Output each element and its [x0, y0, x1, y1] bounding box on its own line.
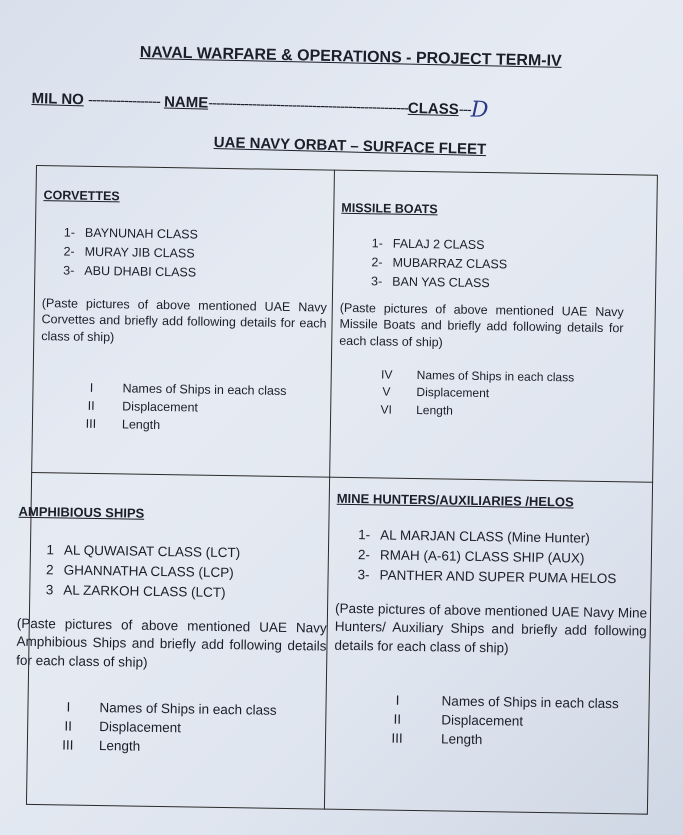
orbat-table — [16, 165, 658, 815]
detail-text: Displacement — [122, 399, 199, 415]
detail-numeral: III — [85, 416, 97, 431]
list-item-number: 2 — [46, 561, 54, 578]
amphibious-heading: AMPHIBIOUS SHIPS — [18, 503, 145, 521]
detail-numeral: VI — [380, 401, 392, 417]
detail-numeral: IV — [380, 367, 393, 382]
missile-boats-instruction: (Paste pictures of above mentioned UAE Navy Missile Boats and briefly add following details for each class of ship) — [339, 300, 624, 350]
list-item — [53, 243, 328, 264]
list-item-text: AL MARJAN CLASS (Mine Hunter) — [380, 527, 590, 546]
amphibious-details — [37, 698, 326, 759]
list-item-text: BAYNUNAH CLASS — [84, 225, 199, 242]
list-item-text: RMAH (A-61) CLASS SHIP (AUX) — [379, 547, 585, 566]
list-item-text: MUBARRAZ CLASS — [392, 255, 508, 272]
corvettes-list — [52, 224, 328, 283]
list-item-text: AL ZARKOH CLASS (LCT) — [63, 582, 226, 601]
list-item-number: 2- — [357, 546, 371, 563]
detail-text: Length — [440, 731, 483, 748]
class-field[interactable]: --- — [458, 101, 471, 119]
detail-numeral: III — [391, 730, 403, 747]
list-item — [360, 273, 624, 294]
missile-boats-cell — [338, 200, 625, 422]
detail-text: Displacement — [416, 385, 490, 401]
list-item — [361, 235, 625, 256]
list-item-text: FALAJ 2 CLASS — [392, 236, 485, 252]
mine-hunters-instruction: (Paste pictures of above mentioned UAE Navy Mine Hunters/ Auxiliary Ships and briefly add following details for each class of ship) — [334, 600, 648, 656]
detail-numeral: I — [66, 699, 71, 715]
mil-no-label: MIL NO — [31, 89, 85, 109]
detail-item — [37, 736, 325, 759]
list-item — [348, 525, 648, 548]
detail-text: Names of Ships in each class — [99, 699, 277, 718]
detail-item — [356, 401, 622, 421]
list-item-number: 3- — [370, 273, 383, 289]
detail-text: Length — [98, 738, 141, 755]
list-item — [53, 224, 328, 245]
detail-numeral: III — [62, 737, 74, 753]
detail-text: Displacement — [441, 712, 524, 729]
mil-no-field[interactable]: ------------------ — [87, 91, 161, 111]
detail-text: Names of Ships in each class — [441, 693, 619, 712]
list-item-number: 3 — [45, 582, 54, 598]
list-item-text: PANTHER AND SUPER PUMA HELOS — [379, 567, 617, 587]
detail-numeral: II — [393, 711, 402, 727]
detail-text: Names of Ships in each class — [122, 381, 287, 399]
list-item — [360, 254, 624, 275]
detail-numeral: II — [87, 398, 95, 413]
list-item-number: 1- — [358, 526, 371, 542]
detail-text: Length — [121, 417, 161, 432]
mine-hunters-details — [353, 691, 646, 752]
detail-item — [60, 415, 325, 436]
name-label: NAME — [163, 93, 209, 112]
detail-item — [353, 729, 645, 752]
list-item-text: BAN YAS CLASS — [392, 274, 490, 290]
list-item-number: 1 — [46, 541, 55, 557]
list-item — [32, 541, 328, 564]
corvettes-instruction: (Paste pictures of above mentioned UAE Navy Corvettes and briefly add following details for each class of ship) — [41, 295, 327, 345]
list-item — [52, 262, 327, 283]
name-field[interactable]: -------------------------------------------------- — [208, 94, 409, 117]
student-info-row — [31, 84, 651, 125]
detail-numeral: V — [382, 384, 391, 399]
list-item-number: 1- — [371, 236, 383, 251]
list-item — [347, 566, 647, 589]
list-item-number: 1- — [63, 225, 76, 240]
detail-text: Names of Ships in each class — [416, 368, 575, 385]
amphibious-instruction: (Paste pictures of above mentioned UAE Navy Amphibious Ships and briefly add following details for each class of ship) — [16, 615, 327, 670]
corvettes-heading: CORVETTES — [43, 188, 120, 204]
list-item — [348, 546, 648, 569]
corvettes-details — [60, 380, 326, 437]
list-item — [31, 561, 327, 584]
detail-numeral: I — [395, 692, 400, 708]
amphibious-list — [31, 541, 328, 604]
list-item-text: MURAY JIB CLASS — [84, 244, 195, 261]
mine-hunters-heading: MINE HUNTERS/AUXILIARIES /HELOS — [336, 490, 574, 510]
document-title: NAVAL WARFARE & OPERATIONS - PROJECT TERM-IV — [139, 44, 562, 70]
corvettes-cell — [40, 187, 329, 437]
amphibious-cell — [15, 503, 329, 760]
list-item-number: 3- — [357, 567, 370, 583]
list-item — [31, 581, 327, 604]
mine-hunters-cell — [333, 490, 649, 753]
missile-boats-heading: MISSILE BOATS — [341, 200, 438, 217]
mine-hunters-list — [347, 525, 648, 588]
class-handwritten-value: D — [470, 97, 489, 123]
document-subtitle: UAE NAVY ORBAT – SURFACE FLEET — [213, 134, 487, 159]
class-label: CLASS — [407, 99, 459, 119]
missile-boats-list — [360, 235, 625, 294]
missile-boats-details — [356, 366, 623, 421]
list-item-number: 2- — [63, 244, 75, 259]
detail-text: Displacement — [99, 719, 182, 736]
list-item-text: ABU DHABI CLASS — [84, 263, 197, 280]
list-item-number: 3- — [63, 263, 75, 278]
detail-numeral: I — [89, 380, 94, 396]
detail-numeral: II — [64, 718, 73, 734]
list-item-number: 2- — [371, 255, 383, 270]
detail-text: Length — [416, 402, 454, 418]
list-item-text: GHANNATHA CLASS (LCP) — [63, 562, 234, 580]
list-item-text: AL QUWAISAT CLASS (LCT) — [63, 542, 241, 560]
